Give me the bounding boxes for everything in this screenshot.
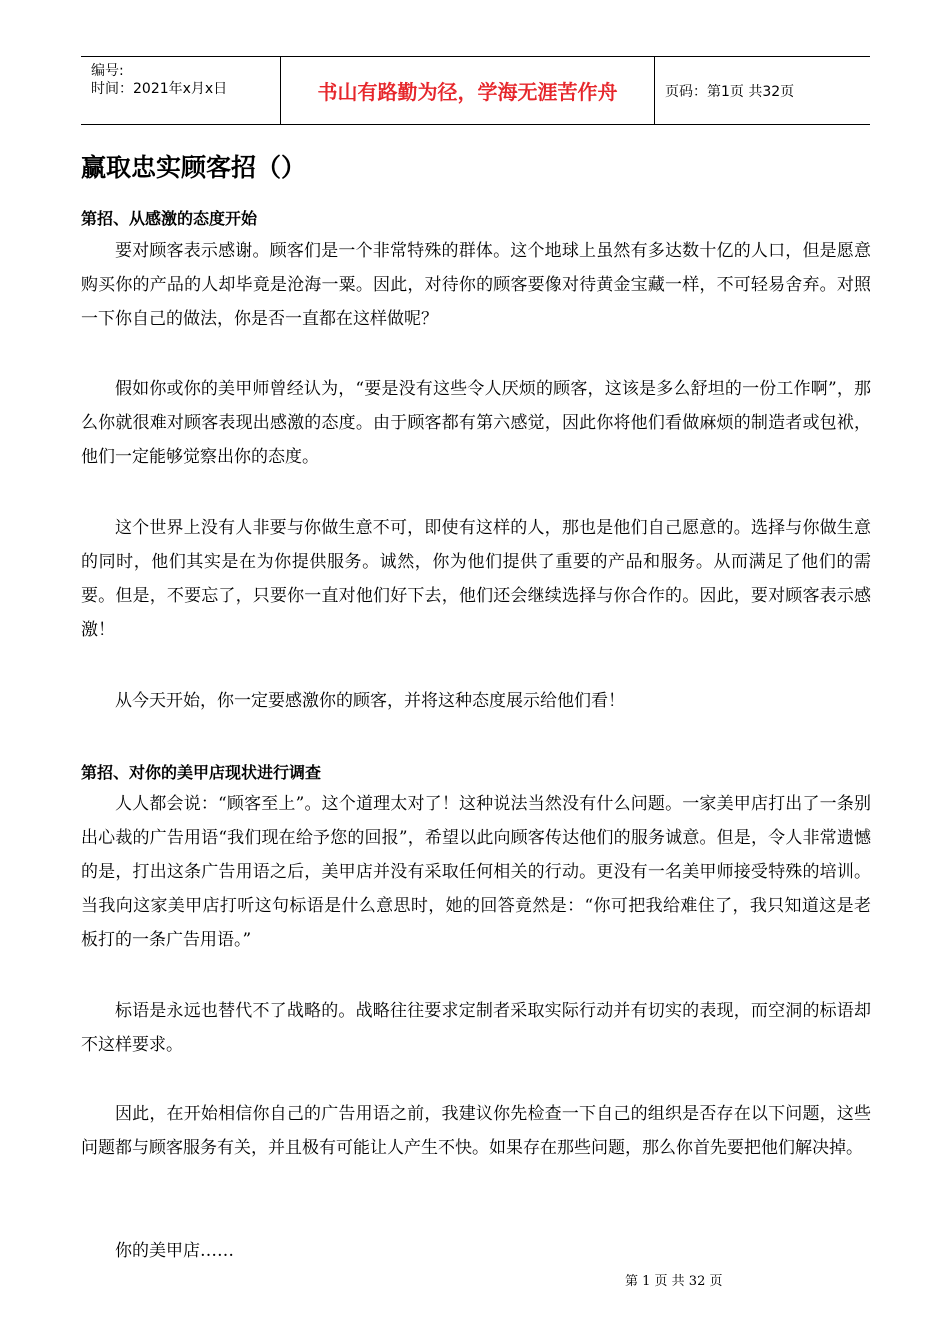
paragraph: 这个世界上没有人非要与你做生意不可，即使有这样的人，那也是他们自己愿意的。选择与你做生意的同时，他们其实是在为你提供服务。诚然，你为他们提供了重要的产品和服务。从而满足了他们的需要。但是，不要忘了，只要你一直对他们好下去，他们还会继续选择与你合作的。因此，要对顾客表示感激！ — [81, 518, 871, 640]
header-motto: 书山有路勤为径，学海无涯苦作舟 — [281, 57, 655, 124]
document-title: 赢取忠实顾客招（） — [81, 153, 307, 182]
header-page-label: 页码：第1页 共32页 — [665, 83, 795, 100]
header-meta — [81, 57, 281, 124]
paragraph: 因此，在开始相信你自己的广告用语之前，我建议你先检查一下自己的组织是否存在以下问题，这些问题都与顾客服务有关，并且极有可能让人产生不快。如果存在那些问题，那么你首先要把他们解决掉。 — [81, 1104, 871, 1158]
document-time-label: 时间：2021年x月x日 — [91, 81, 228, 97]
paragraph: 人人都会说：“顾客至上”。这个道理太对了！这种说法当然没有什么问题。一家美甲店打出了一条别出心裁的广告用语“我们现在给予您的回报”，希望以此向顾客传达他们的服务诚意。但是，令人非常遗憾的是，打出这条广告用语之后，美甲店并没有采取任何相关的行动。更没有一名美甲师接受特殊的培训。当我向这家美甲店打听这句标语是什么意思时，她的回答竟然是：“你可把我给难住了，我只知道这是老板打的一条广告用语。” — [81, 794, 871, 950]
section-heading: 第招、对你的美甲店现状进行调查 — [81, 763, 322, 782]
document-number-label: 编号: — [91, 63, 124, 79]
paragraph: 从今天开始，你一定要感激你的顾客，并将这种态度展示给他们看！ — [115, 691, 625, 711]
paragraph: 要对顾客表示感谢。顾客们是一个非常特殊的群体。这个地球上虽然有多达数十亿的人口，但是愿意购买你的产品的人却毕竟是沧海一粟。因此，对待你的顾客要像对待黄金宝藏一样，不可轻易舍弃。对照一下你自己的做法，你是否一直都在这样做呢？ — [81, 241, 871, 329]
paragraph: 你的美甲店…… — [115, 1241, 234, 1261]
section-heading: 第招、从感激的态度开始 — [81, 209, 258, 228]
document-header — [81, 56, 870, 125]
page-footer: 第 1 页 共 32 页 — [625, 1274, 723, 1289]
paragraph: 假如你或你的美甲师曾经认为，“要是没有这些令人厌烦的顾客，这该是多么舒坦的一份工作啊”，那么你就很难对顾客表现出感激的态度。由于顾客都有第六感觉，因此你将他们看做麻烦的制造者或包袱，他们一定能够觉察出你的态度。 — [81, 379, 871, 467]
paragraph: 标语是永远也替代不了战略的。战略往往要求定制者采取实际行动并有切实的表现，而空洞的标语却不这样要求。 — [81, 1001, 871, 1055]
